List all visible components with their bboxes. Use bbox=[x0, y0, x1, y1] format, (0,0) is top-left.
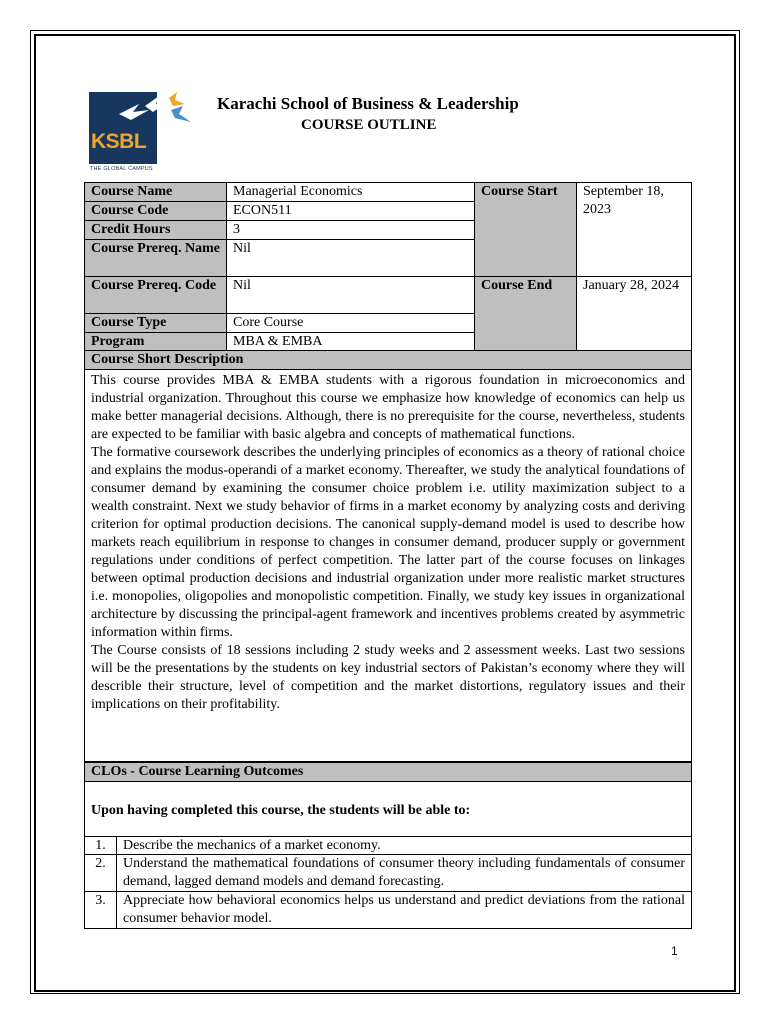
credit-hours-label: Credit Hours bbox=[84, 220, 227, 240]
ksbl-logo bbox=[89, 92, 191, 174]
course-end-label: Course End bbox=[474, 276, 577, 351]
clo-number: 3. bbox=[84, 891, 117, 929]
course-start-value: September 18, 2023 bbox=[576, 182, 692, 277]
description-heading: Course Short Description bbox=[84, 350, 692, 370]
description-paragraph: The formative coursework describes the underlying principles of economics as a theory of rational choice and explains the modus-operandi of a market economy. Thereafter, we study the analytical foundations of consumer demand by examining the consumer choice problem i.e. utility maximization subject to a wealth constraint. Next we study behavior of firms in a market economy by analyzing costs and deriving criterion for optimal production decisions. The canonical supply-demand model is used to describe how markets reach equilibrium in response to changes in consumer demand, producer supply or government regulations under conditions of perfect competition. The latter part of the course focuses on linkages between optimal production decisions and industrial organization under more realistic market structures i.e. monopolies, oligopolies and monopolistic competition. Finally, we study key issues in organizational architecture by discussing the principal-agent framework and incentives problems created by asymmetric information within firms. bbox=[91, 445, 685, 640]
course-type-value: Core Course bbox=[226, 313, 475, 333]
course-code-label: Course Code bbox=[84, 201, 227, 221]
prereq-name-value: Nil bbox=[226, 239, 475, 277]
course-name-value: Managerial Economics bbox=[226, 182, 475, 202]
logo-tagline: THE GLOBAL CAMPUS bbox=[90, 166, 153, 172]
clo-item: Describe the mechanics of a market economy. bbox=[116, 836, 692, 855]
course-end-value: January 28, 2024 bbox=[576, 276, 692, 351]
program-label: Program bbox=[84, 332, 227, 351]
description-paragraph: This course provides MBA & EMBA students with a rigorous foundation in microeconomics and industrial organization. Throughout this course we emphasize how knowledge of economics can help us make better managerial decisions. Although, there is no prerequisite for the course, nevertheless, students are expected to be familiar with basic algebra and concepts of mathematical functions. bbox=[91, 373, 685, 442]
course-code-value: ECON511 bbox=[226, 201, 475, 221]
program-value: MBA & EMBA bbox=[226, 332, 475, 351]
document-title: COURSE OUTLINE bbox=[301, 117, 437, 133]
clo-item: Appreciate how behavioral economics helps us understand and predict deviations from the rational consumer behavior model. bbox=[116, 891, 692, 929]
credit-hours-value: 3 bbox=[226, 220, 475, 240]
clo-item: Understand the mathematical foundations of consumer theory including fundamentals of consumer demand, lagged demand models and demand forecasting. bbox=[116, 854, 692, 892]
prereq-name-label: Course Prereq. Name bbox=[84, 239, 227, 277]
clo-heading: CLOs - Course Learning Outcomes bbox=[84, 762, 692, 782]
course-start-label: Course Start bbox=[474, 182, 577, 277]
page-number: 1 bbox=[671, 944, 678, 958]
logo-text: KSBL bbox=[91, 130, 147, 153]
course-description bbox=[84, 369, 692, 762]
course-type-label: Course Type bbox=[84, 313, 227, 333]
course-name-label: Course Name bbox=[84, 182, 227, 202]
school-name: Karachi School of Business & Leadership bbox=[217, 94, 519, 113]
prereq-code-value: Nil bbox=[226, 276, 475, 314]
clo-number: 2. bbox=[84, 854, 117, 892]
description-paragraph: The Course consists of 18 sessions including 2 study weeks and 2 assessment weeks. Last two sessions will be the presentations by the students on key industrial sectors of Pakistan’s economy where they will describle their structure, level of competition and the market distortions, regulatory issues and their implications on their profitability. bbox=[91, 643, 685, 712]
prereq-code-label: Course Prereq. Code bbox=[84, 276, 227, 314]
clo-number: 1. bbox=[84, 836, 117, 855]
clo-intro: Upon having completed this course, the students will be able to: bbox=[84, 781, 692, 837]
